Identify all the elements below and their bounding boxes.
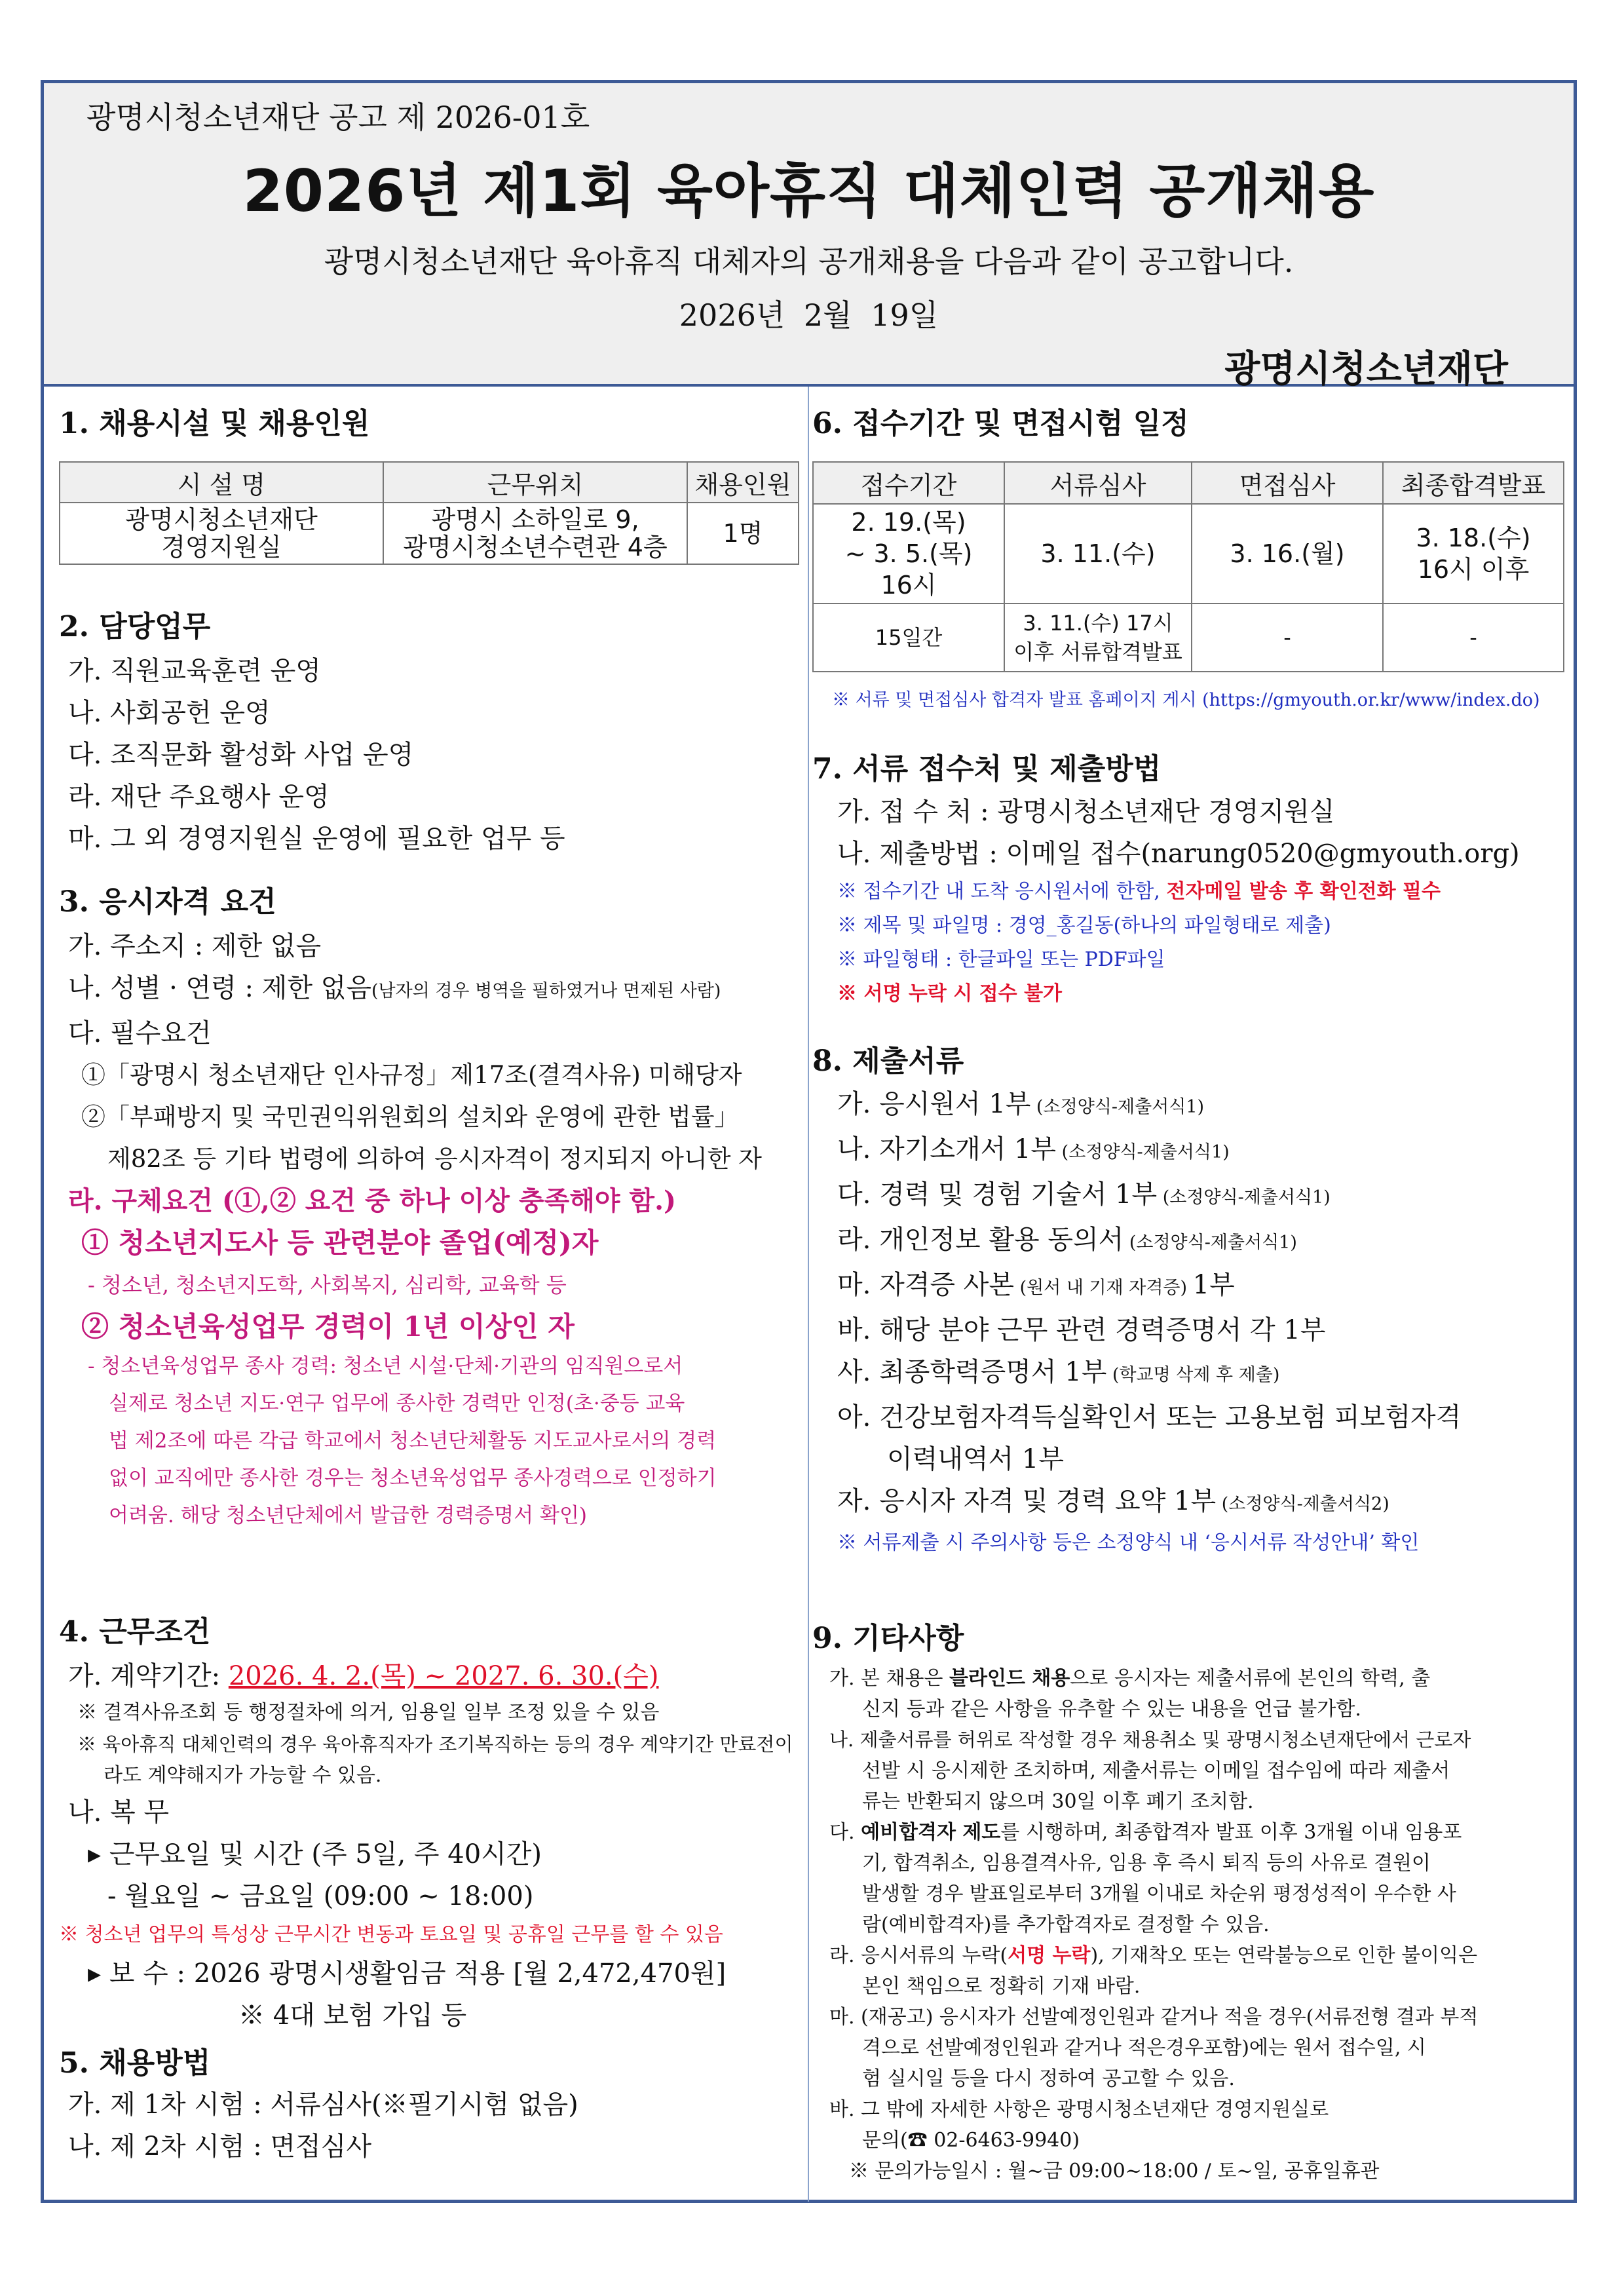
- contact-hours-note: ※ 문의가능일시 : 월~금 09:00~18:00 / 토~일, 공휴일휴관: [849, 2160, 1380, 2183]
- right-column: [812, 393, 1566, 2187]
- empty-cell: -: [1192, 603, 1383, 672]
- list-item: 이력내역서 1부: [887, 1444, 1065, 1474]
- schedule-note: ※ 서류 및 면접심사 합격자 발표 홈페이지 게시 (https://gmyouth.or.kr/www/index.do): [832, 690, 1540, 710]
- list-item: 다. 예비합격자 제도를 시행하며, 최종합격자 발표 이후 3개월 이내 임용포: [829, 1821, 1462, 1844]
- list-item: 나. 제출서류를 허위로 작성할 경우 채용취소 및 광명시청소년재단에서 근로자: [829, 1729, 1471, 1751]
- duties-list: [59, 650, 799, 860]
- list-item: 다. 필수요건: [68, 1018, 212, 1048]
- list-item: ※ 제목 및 파일명 : 경영_홍길동(하나의 파일형태로 제출): [837, 914, 1331, 937]
- recruitment-table: [59, 461, 799, 565]
- list-item: ▸ 근무요일 및 시간 (주 5일, 주 40시간): [88, 1839, 542, 1869]
- list-item: 발생할 경우 발표일로부터 3개월 이내로 차순위 평정성적이 우수한 사: [862, 1883, 1456, 1905]
- list-item: 바. 그 밖에 자세한 사항은 광명시청소년재단 경영지원실로: [829, 2098, 1329, 2121]
- list-item: ※ 파일형태 : 한글파일 또는 PDF파일: [837, 948, 1165, 971]
- submission-list: [812, 791, 1566, 1011]
- list-item: ②「부패방지 및 국민권익위원회의 설치와 운영에 관한 법률」: [81, 1103, 739, 1131]
- list-item: 라. 개인정보 활용 동의서 (소정양식-제출서식1): [837, 1225, 1297, 1255]
- page-title: 2026년 제1회 육아휴직 대체인력 공개채용: [242, 157, 1375, 225]
- column-divider: [808, 387, 809, 2202]
- section-8-heading: 8. 제출서류: [812, 1044, 964, 1078]
- list-item: 다. 경력 및 경험 기술서 1부 (소정양식-제출서식1): [837, 1179, 1331, 1210]
- list-item: 다. 조직문화 활성화 사업 운영: [68, 740, 414, 770]
- specific-requirements: 라. 구체요건 (①,② 요건 중 하나 이상 충족해야 함.): [68, 1185, 676, 1216]
- schedule-table: [812, 461, 1564, 672]
- notice-header: [44, 83, 1574, 391]
- notice-date: 2026년 2월 19일: [679, 297, 939, 333]
- list-item: 신지 등과 같은 사항을 유추할 수 있는 내용을 언급 불가함.: [862, 1698, 1361, 1721]
- list-item: 바. 해당 분야 근무 관련 경력증명서 각 1부: [837, 1315, 1326, 1345]
- headcount-cell: 1명: [687, 503, 799, 564]
- list-item: 나. 자기소개서 1부 (소정양식-제출서식1): [837, 1134, 1230, 1164]
- list-item: 나. 사회공헌 운영: [68, 698, 271, 728]
- list-item: ② 청소년육성업무 경력이 1년 이상인 자: [81, 1311, 575, 1343]
- table-header: 면접심사: [1192, 462, 1383, 504]
- list-item: 사. 최종학력증명서 1부 (학교명 삭제 후 제출): [837, 1357, 1280, 1387]
- misc-list: [812, 1663, 1566, 2187]
- list-item: - 월요일 ~ 금요일 (09:00 ~ 18:00): [107, 1881, 534, 1911]
- list-item: 마. (재공고) 응시자가 선발예정인원과 같거나 적을 경우(서류전형 결과 부적: [829, 2006, 1479, 2029]
- contract-term: 가. 계약기간: 2026. 4. 2.(목) ~ 2027. 6. 30.(수): [68, 1661, 659, 1691]
- hours-note: ※ 청소년 업무의 특성상 근무시간 변동과 토요일 및 공휴일 근무를 할 수 있음: [59, 1923, 723, 1946]
- organization-name: 광명시청소년재단: [1224, 348, 1508, 391]
- table-header: 접수기간: [813, 462, 1004, 504]
- list-item: 가. 본 채용은 블라인드 채용으로 응시자는 제출서류에 본인의 학력, 출: [829, 1667, 1431, 1690]
- list-item: 선발 시 응시제한 조치하며, 제출서류는 이메일 접수임에 따라 제출서: [862, 1759, 1450, 1782]
- section-3-heading: 3. 응시자격 요건: [59, 885, 276, 919]
- list-item: 격으로 선발예정인원과 같거나 적은경우포함)에는 원서 접수일, 시: [862, 2037, 1426, 2059]
- table-header: 근무위치: [383, 462, 687, 503]
- selection-list: [59, 2084, 799, 2168]
- section-7-heading: 7. 서류 접수처 및 제출방법: [812, 752, 1161, 786]
- list-item: 류는 반환되지 않으며 30일 이후 폐기 조치함.: [862, 1790, 1254, 1813]
- documents-note: ※ 서류제출 시 주의사항 등은 소정양식 내 ‘응시서류 작성안내’ 확인: [837, 1531, 1420, 1554]
- list-item: 험 실시일 등을 다시 정하여 공고할 수 있음.: [862, 2067, 1235, 2090]
- doc-notice-cell: 3. 11.(수) 17시 이후 서류합격발표: [1004, 603, 1192, 672]
- doc-review-cell: 3. 11.(수): [1004, 504, 1192, 603]
- table-header: 채용인원: [687, 462, 799, 503]
- list-item: ▸ 보 수 : 2026 광명시생활임금 적용 [월 2,472,470원]: [88, 1959, 727, 1989]
- list-item: ※ 육아휴직 대체인력의 경우 육아휴직자가 조기복직하는 등의 경우 계약기간 만료전이: [77, 1733, 793, 1755]
- list-item: 나. 제 2차 시험 : 면접심사: [68, 2132, 371, 2162]
- list-item: ※ 결격사유조회 등 행정절차에 의거, 임용일 일부 조정 있을 수 있음: [77, 1701, 660, 1724]
- list-item: 가. 직원교육훈련 운영: [68, 656, 321, 686]
- section-4-heading: 4. 근무조건: [59, 1615, 211, 1649]
- list-item: 본인 책임으로 정확히 기재 바람.: [862, 1975, 1141, 1998]
- list-item: 라도 계약해지가 가능할 수 있음.: [104, 1764, 382, 1787]
- career-notes: - 청소년육성업무 종사 경력: 청소년 시설·단체·기관의 임직원으로서 실제로 청소년 지도·연구 업무에 종사한 경력만 인정(초·중등 교육 법 제2조에 따른 각급 학교에서 청소년단체활동 지도교사로서의 경력 없이 교직에만 종사한 경우는 청소년육성업무 종사경력으로 인정하기 어려움. 해당 청소년단체에서 발급한 경력증명서 확인): [88, 1354, 717, 1527]
- list-item: 나. 복 무: [68, 1797, 170, 1827]
- documents-list: [812, 1083, 1566, 1561]
- conditions-list: [59, 1655, 799, 2037]
- list-item: 아. 건강보험자격득실확인서 또는 고용보험 피보험자격: [837, 1402, 1462, 1432]
- list-item: 가. 주소지 : 제한 없음: [68, 931, 322, 961]
- list-item: ※ 4대 보험 가입 등: [238, 2000, 467, 2031]
- list-item: 라. 재단 주요행사 운영: [68, 782, 330, 812]
- list-item: 가. 제 1차 시험 : 서류심사(※필기시험 없음): [68, 2090, 578, 2120]
- list-item: 나. 성별 · 연령 : 제한 없음(남자의 경우 병역을 필하였거나 면제된 사람): [68, 973, 721, 1003]
- list-item: 문의(☎ 02-6463-9940): [862, 2129, 1080, 2152]
- list-item: 마. 자격증 사본 (원서 내 기재 자격증) 1부: [837, 1270, 1235, 1300]
- interview-cell: 3. 16.(월): [1192, 504, 1383, 603]
- location-cell: 광명시 소하일로 9, 광명시청소년수련관 4층: [383, 503, 687, 564]
- list-item: ①「광명시 청소년재단 인사규정」제17조(결격사유) 미해당자: [81, 1061, 742, 1089]
- section-5-heading: 5. 채용방법: [59, 2046, 211, 2080]
- list-item: 자. 응시자 자격 및 경력 요약 1부 (소정양식-제출서식2): [837, 1486, 1389, 1516]
- list-item: 가. 응시원서 1부 (소정양식-제출서식1): [837, 1089, 1205, 1119]
- empty-cell: -: [1383, 603, 1564, 672]
- period-cell: 2. 19.(목) ~ 3. 5.(목) 16시: [813, 504, 1004, 603]
- list-item: ※ 접수기간 내 도착 응시원서에 한함, 전자메일 발송 후 확인전화 필수: [837, 880, 1441, 903]
- section-6-heading: 6. 접수기간 및 면접시험 일정: [812, 407, 1189, 440]
- section-1-heading: 1. 채용시설 및 채용인원: [59, 407, 370, 440]
- table-header: 시 설 명: [60, 462, 383, 503]
- table-header: 최종합격발표: [1383, 462, 1564, 504]
- final-result-cell: 3. 18.(수) 16시 이후: [1383, 504, 1564, 603]
- list-item: 라. 응시서류의 누락(서명 누락), 기재착오 또는 연락불능으로 인한 불이익은: [829, 1944, 1478, 1967]
- table-header: 서류심사: [1004, 462, 1192, 504]
- list-item: 가. 접 수 처 : 광명시청소년재단 경영지원실: [837, 797, 1335, 827]
- left-column: [59, 393, 799, 2168]
- eligibility-list: [59, 925, 799, 1535]
- section-9-heading: 9. 기타사항: [812, 1622, 964, 1655]
- list-item: 마. 그 외 경영지원실 운영에 필요한 업무 등: [68, 824, 565, 854]
- list-item: - 청소년, 청소년지도학, 사회복지, 심리학, 교육학 등: [88, 1272, 567, 1297]
- notice-description: 광명시청소년재단 육아휴직 대체자의 공개채용을 다음과 같이 공고합니다.: [324, 244, 1294, 279]
- period-days-cell: 15일간: [813, 603, 1004, 672]
- notice-number: 광명시청소년재단 공고 제 2026-01호: [86, 100, 590, 135]
- list-item: 람(예비합격자)를 추가합격자로 결정할 수 있음.: [862, 1913, 1270, 1936]
- section-2-heading: 2. 담당업무: [59, 610, 211, 643]
- list-item: 나. 제출방법 : 이메일 접수(narung0520@gmyouth.org): [837, 839, 1520, 869]
- list-item: ※ 서명 누락 시 접수 불가: [837, 982, 1063, 1005]
- list-item: ① 청소년지도사 등 관련분야 졸업(예정)자: [81, 1227, 599, 1259]
- facility-cell: 광명시청소년재단 경영지원실: [60, 503, 383, 564]
- list-item: 제82조 등 기타 법령에 의하여 응시자격이 정지되지 아니한 자: [107, 1145, 762, 1173]
- list-item: 기, 합격취소, 임용결격사유, 임용 후 즉시 퇴직 등의 사유로 결원이: [862, 1852, 1431, 1875]
